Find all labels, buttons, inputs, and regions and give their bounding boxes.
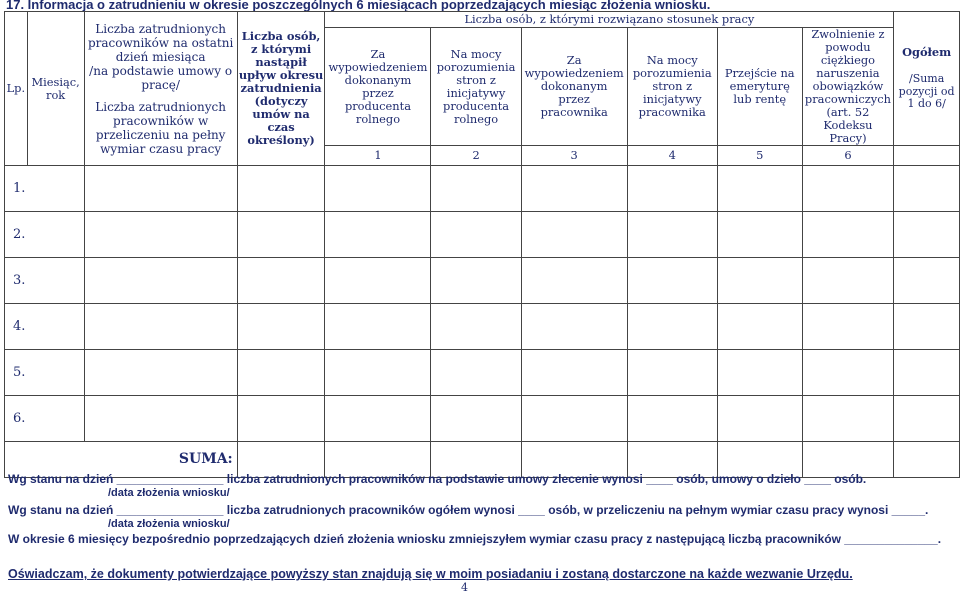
contract-employees-line: Wg stanu na dzień ________________ liczba zatrudnionych pracowników na podstawie umowy zlecenie wynosi ____ osób, umowy o dzieło ____ osób.: [8, 472, 867, 486]
table-row: [5, 212, 960, 258]
date-note-2: /data złożenia wniosku/: [108, 518, 230, 530]
table-cell[interactable]: [717, 304, 802, 350]
table-cell[interactable]: [717, 350, 802, 396]
table-cell[interactable]: [894, 304, 960, 350]
date-note-1: /data złożenia wniosku/: [108, 487, 230, 499]
table-cell[interactable]: [237, 396, 325, 442]
subcol-2: Na mocy porozumienia stron z inicjatywy producenta rolnego: [431, 28, 521, 146]
table-cell[interactable]: [84, 350, 237, 396]
col-number-total: [894, 146, 960, 166]
table-row: [5, 350, 960, 396]
total-employees-line: Wg stanu na dzień ________________ liczba zatrudnionych pracowników ogółem wynosi ____ osób, w przeliczeniu na pełnym wymiar czasu pracy wynosi _____.: [8, 503, 929, 517]
col-number-4: 4: [627, 146, 717, 166]
terminated-header: Liczba osób, z którymi rozwiązano stosunek pracy: [325, 12, 894, 28]
table-cell[interactable]: [237, 258, 325, 304]
table-cell[interactable]: [521, 304, 627, 350]
employees-header-fte: Liczba zatrudnionych pracowników w przeliczeniu na pełny wymiar czasu pracy: [95, 99, 226, 156]
table-cell[interactable]: [627, 350, 717, 396]
table-cell[interactable]: [325, 212, 431, 258]
table-cell[interactable]: [325, 350, 431, 396]
table-cell[interactable]: [802, 166, 894, 212]
table-cell[interactable]: [627, 304, 717, 350]
table-row: [5, 166, 960, 212]
table-cell[interactable]: [84, 166, 237, 212]
subcol-5: Przejście na emeryturę lub rentę: [717, 28, 802, 146]
total-header: [894, 12, 960, 146]
employees-header-count: Liczba zatrudnionych pracowników na ostatni dzień miesiąca: [87, 21, 234, 64]
table-cell[interactable]: [521, 350, 627, 396]
table-cell[interactable]: [325, 304, 431, 350]
table-cell[interactable]: [237, 212, 325, 258]
col-number-1: 1: [325, 146, 431, 166]
table-cell[interactable]: [84, 396, 237, 442]
section-heading: 17. Informacja o zatrudnieniu w okresie poszczególnych 6 miesiącach poprzedzających miesiąc złożenia wniosku.: [6, 0, 711, 12]
table-cell[interactable]: [521, 258, 627, 304]
table-cell[interactable]: [84, 304, 237, 350]
table-cell[interactable]: [717, 166, 802, 212]
row-number: 2.: [5, 212, 85, 258]
declaration: Oświadczam, że dokumenty potwierdzające powyższy stan znajdują się w moim posiadaniu i zostaną dostarczone na każde wezwanie Urzędu.: [8, 567, 853, 581]
table-cell[interactable]: [431, 212, 521, 258]
employees-header: [84, 12, 237, 166]
table-cell[interactable]: [431, 350, 521, 396]
table-cell[interactable]: [627, 212, 717, 258]
table-cell[interactable]: [894, 166, 960, 212]
table-cell[interactable]: [84, 258, 237, 304]
row-number: 5.: [5, 350, 85, 396]
table-cell[interactable]: [802, 212, 894, 258]
table-cell[interactable]: [717, 212, 802, 258]
table-cell[interactable]: [521, 396, 627, 442]
sum-label: SUMA:: [5, 442, 238, 478]
table-cell[interactable]: [521, 166, 627, 212]
table-cell[interactable]: [325, 166, 431, 212]
employees-header-note: /na podstawie umowy o pracę/: [89, 63, 233, 92]
table-cell[interactable]: [84, 212, 237, 258]
table-cell[interactable]: [325, 396, 431, 442]
col-number-5: 5: [717, 146, 802, 166]
table-cell[interactable]: [521, 212, 627, 258]
month-year-header: Miesiąc, rok: [27, 12, 84, 166]
table-cell[interactable]: [894, 212, 960, 258]
table-cell[interactable]: [894, 258, 960, 304]
table-cell[interactable]: [802, 396, 894, 442]
col-number-2: 2: [431, 146, 521, 166]
table-cell[interactable]: [802, 258, 894, 304]
table-cell[interactable]: [894, 442, 960, 478]
table-row: [5, 304, 960, 350]
row-number: 6.: [5, 396, 85, 442]
fixed-term-header: Liczba osób, z którymi nastąpił upływ okresu zatrudnienia (dotyczy umów na czas określony): [237, 12, 325, 166]
subcol-6: Zwolnienie z powodu ciężkiego naruszenia obowiązków pracowniczych (art. 52 Kodeksu Pracy): [802, 28, 894, 146]
employment-table: [4, 11, 960, 478]
table-cell[interactable]: [627, 166, 717, 212]
row-number: 3.: [5, 258, 85, 304]
col-number-6: 6: [802, 146, 894, 166]
table-cell[interactable]: [802, 304, 894, 350]
table-cell[interactable]: [894, 396, 960, 442]
subcol-4: Na mocy porozumienia stron z inicjatywy pracownika: [627, 28, 717, 146]
table-cell[interactable]: [237, 350, 325, 396]
reduced-hours-line: W okresie 6 miesięcy bezpośrednio poprzedzających dzień złożenia wniosku zmniejszyłem wymiar czasu pracy z następującą liczbą pracowników ______________.: [8, 532, 942, 546]
page-number: 4: [461, 581, 468, 594]
table-cell[interactable]: [325, 258, 431, 304]
table-cell[interactable]: [627, 258, 717, 304]
table-cell[interactable]: [894, 350, 960, 396]
subcol-3: Za wypowiedzeniem dokonanym przez pracownika: [521, 28, 627, 146]
total-label: Ogółem: [902, 45, 952, 60]
table-cell[interactable]: [717, 396, 802, 442]
table-cell[interactable]: [627, 396, 717, 442]
col-number-3: 3: [521, 146, 627, 166]
table-cell[interactable]: [431, 258, 521, 304]
lp-header: Lp.: [5, 12, 28, 166]
total-note: /Suma pozycji od 1 do 6/: [898, 72, 955, 111]
table-cell[interactable]: [717, 258, 802, 304]
table-cell[interactable]: [237, 166, 325, 212]
table-cell[interactable]: [431, 396, 521, 442]
table-cell[interactable]: [431, 304, 521, 350]
subcol-1: Za wypowiedzeniem dokonanym przez producenta rolnego: [325, 28, 431, 146]
table-cell[interactable]: [237, 304, 325, 350]
table-row: [5, 258, 960, 304]
row-number: 4.: [5, 304, 85, 350]
row-number: 1.: [5, 166, 85, 212]
table-cell[interactable]: [431, 166, 521, 212]
table-row: [5, 396, 960, 442]
table-cell[interactable]: [802, 350, 894, 396]
